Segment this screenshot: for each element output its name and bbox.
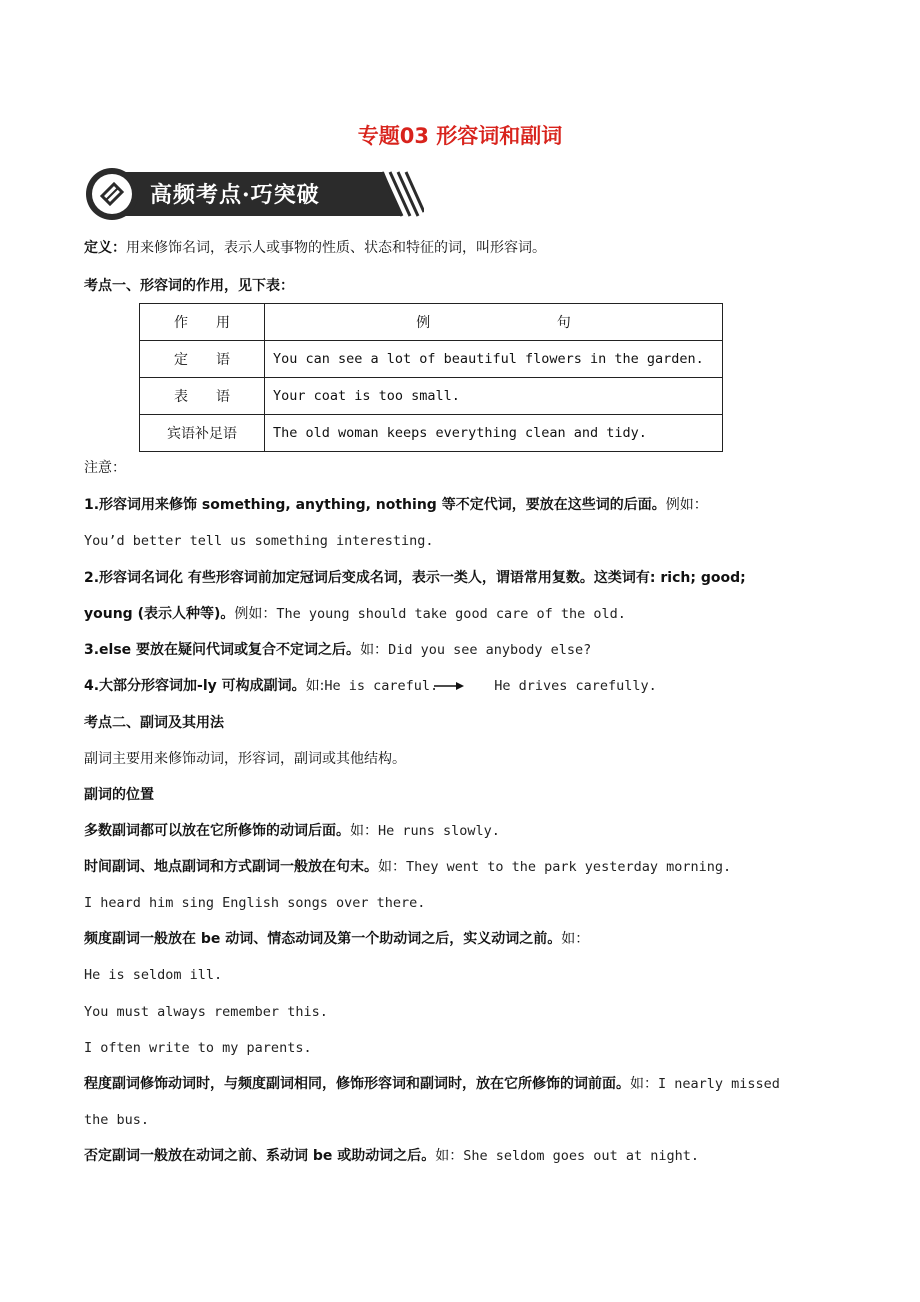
position-rule-2-example: I heard him sing English songs over there. — [84, 895, 426, 911]
position-rule-4: 程度副词修饰动词时，与频度副词相同，修饰形容词和副词时，放在它所修饰的词前面。如：I nearly missed — [84, 1076, 780, 1092]
note-2: 2.形容词名词化 有些形容词前加定冠词后变成名词，表示一类人，谓语常用复数。这类词有: rich; good; — [84, 570, 746, 586]
table-row — [140, 378, 723, 415]
position-rule-5: 否定副词一般放在动词之前、系动词 be 或助动词之后。如：She seldom goes out at night. — [84, 1148, 699, 1164]
note-label: 注意： — [84, 460, 126, 476]
note-3: 3.else 要放在疑问代词或复合不定词之后。如：Did you see anybody else? — [84, 642, 592, 658]
table-row — [140, 341, 723, 378]
note-4: 4.大部分形容词加-ly 可构成副词。如:He is careful. He drives carefully. — [84, 678, 657, 694]
position-heading: 副词的位置 — [84, 787, 154, 803]
note-1-example: You’d better tell us something interesting. — [84, 533, 434, 549]
position-rule-3-example: I often write to my parents. — [84, 1040, 312, 1056]
point2-heading: 考点二、副词及其用法 — [84, 715, 224, 731]
position-rule-3-example: He is seldom ill. — [84, 967, 223, 983]
arrow-right-icon — [434, 681, 464, 691]
role-cell: 宾语补足语 — [140, 415, 265, 452]
example-cell: Your coat is too small. — [265, 378, 723, 415]
position-rule-1: 多数副词都可以放在它所修饰的动词后面。如：He runs slowly. — [84, 823, 500, 839]
adverb-intro: 副词主要用来修饰动词，形容词，副词或其他结构。 — [84, 751, 406, 767]
usage-table — [139, 303, 723, 452]
header-role: 作 用 — [140, 304, 265, 341]
point1-heading: 考点一、形容词的作用，见下表： — [84, 278, 294, 294]
page-title: 专题03 形容词和副词 — [357, 124, 563, 148]
note-2-line2: young (表示人种等)。例如：The young should take good care of the old. — [84, 606, 626, 622]
note-1: 1.形容词用来修饰 something, anything, nothing 等不定代词，要放在这些词的后面。例如： — [84, 497, 708, 513]
position-rule-3-example: You must always remember this. — [84, 1004, 328, 1020]
table-row — [140, 415, 723, 452]
position-rule-2: 时间副词、地点副词和方式副词一般放在句末。如：They went to the park yesterday morning. — [84, 859, 732, 875]
banner-label: 高频考点·巧突破 — [150, 182, 320, 208]
example-cell: You can see a lot of beautiful flowers in the garden. — [265, 341, 723, 378]
example-cell: The old woman keeps everything clean and tidy. — [265, 415, 723, 452]
position-rule-4-example: the bus. — [84, 1112, 150, 1128]
role-cell: 定 语 — [140, 341, 265, 378]
role-cell: 表 语 — [140, 378, 265, 415]
position-rule-3: 频度副词一般放在 be 动词、情态动词及第一个助动词之后，实义动词之前。如： — [84, 931, 590, 947]
definition: 定义：用来修饰名词，表示人或事物的性质、状态和特征的词，叫形容词。 — [84, 240, 546, 256]
header-example: 例 句 — [265, 304, 723, 341]
table-header-row — [140, 304, 723, 341]
